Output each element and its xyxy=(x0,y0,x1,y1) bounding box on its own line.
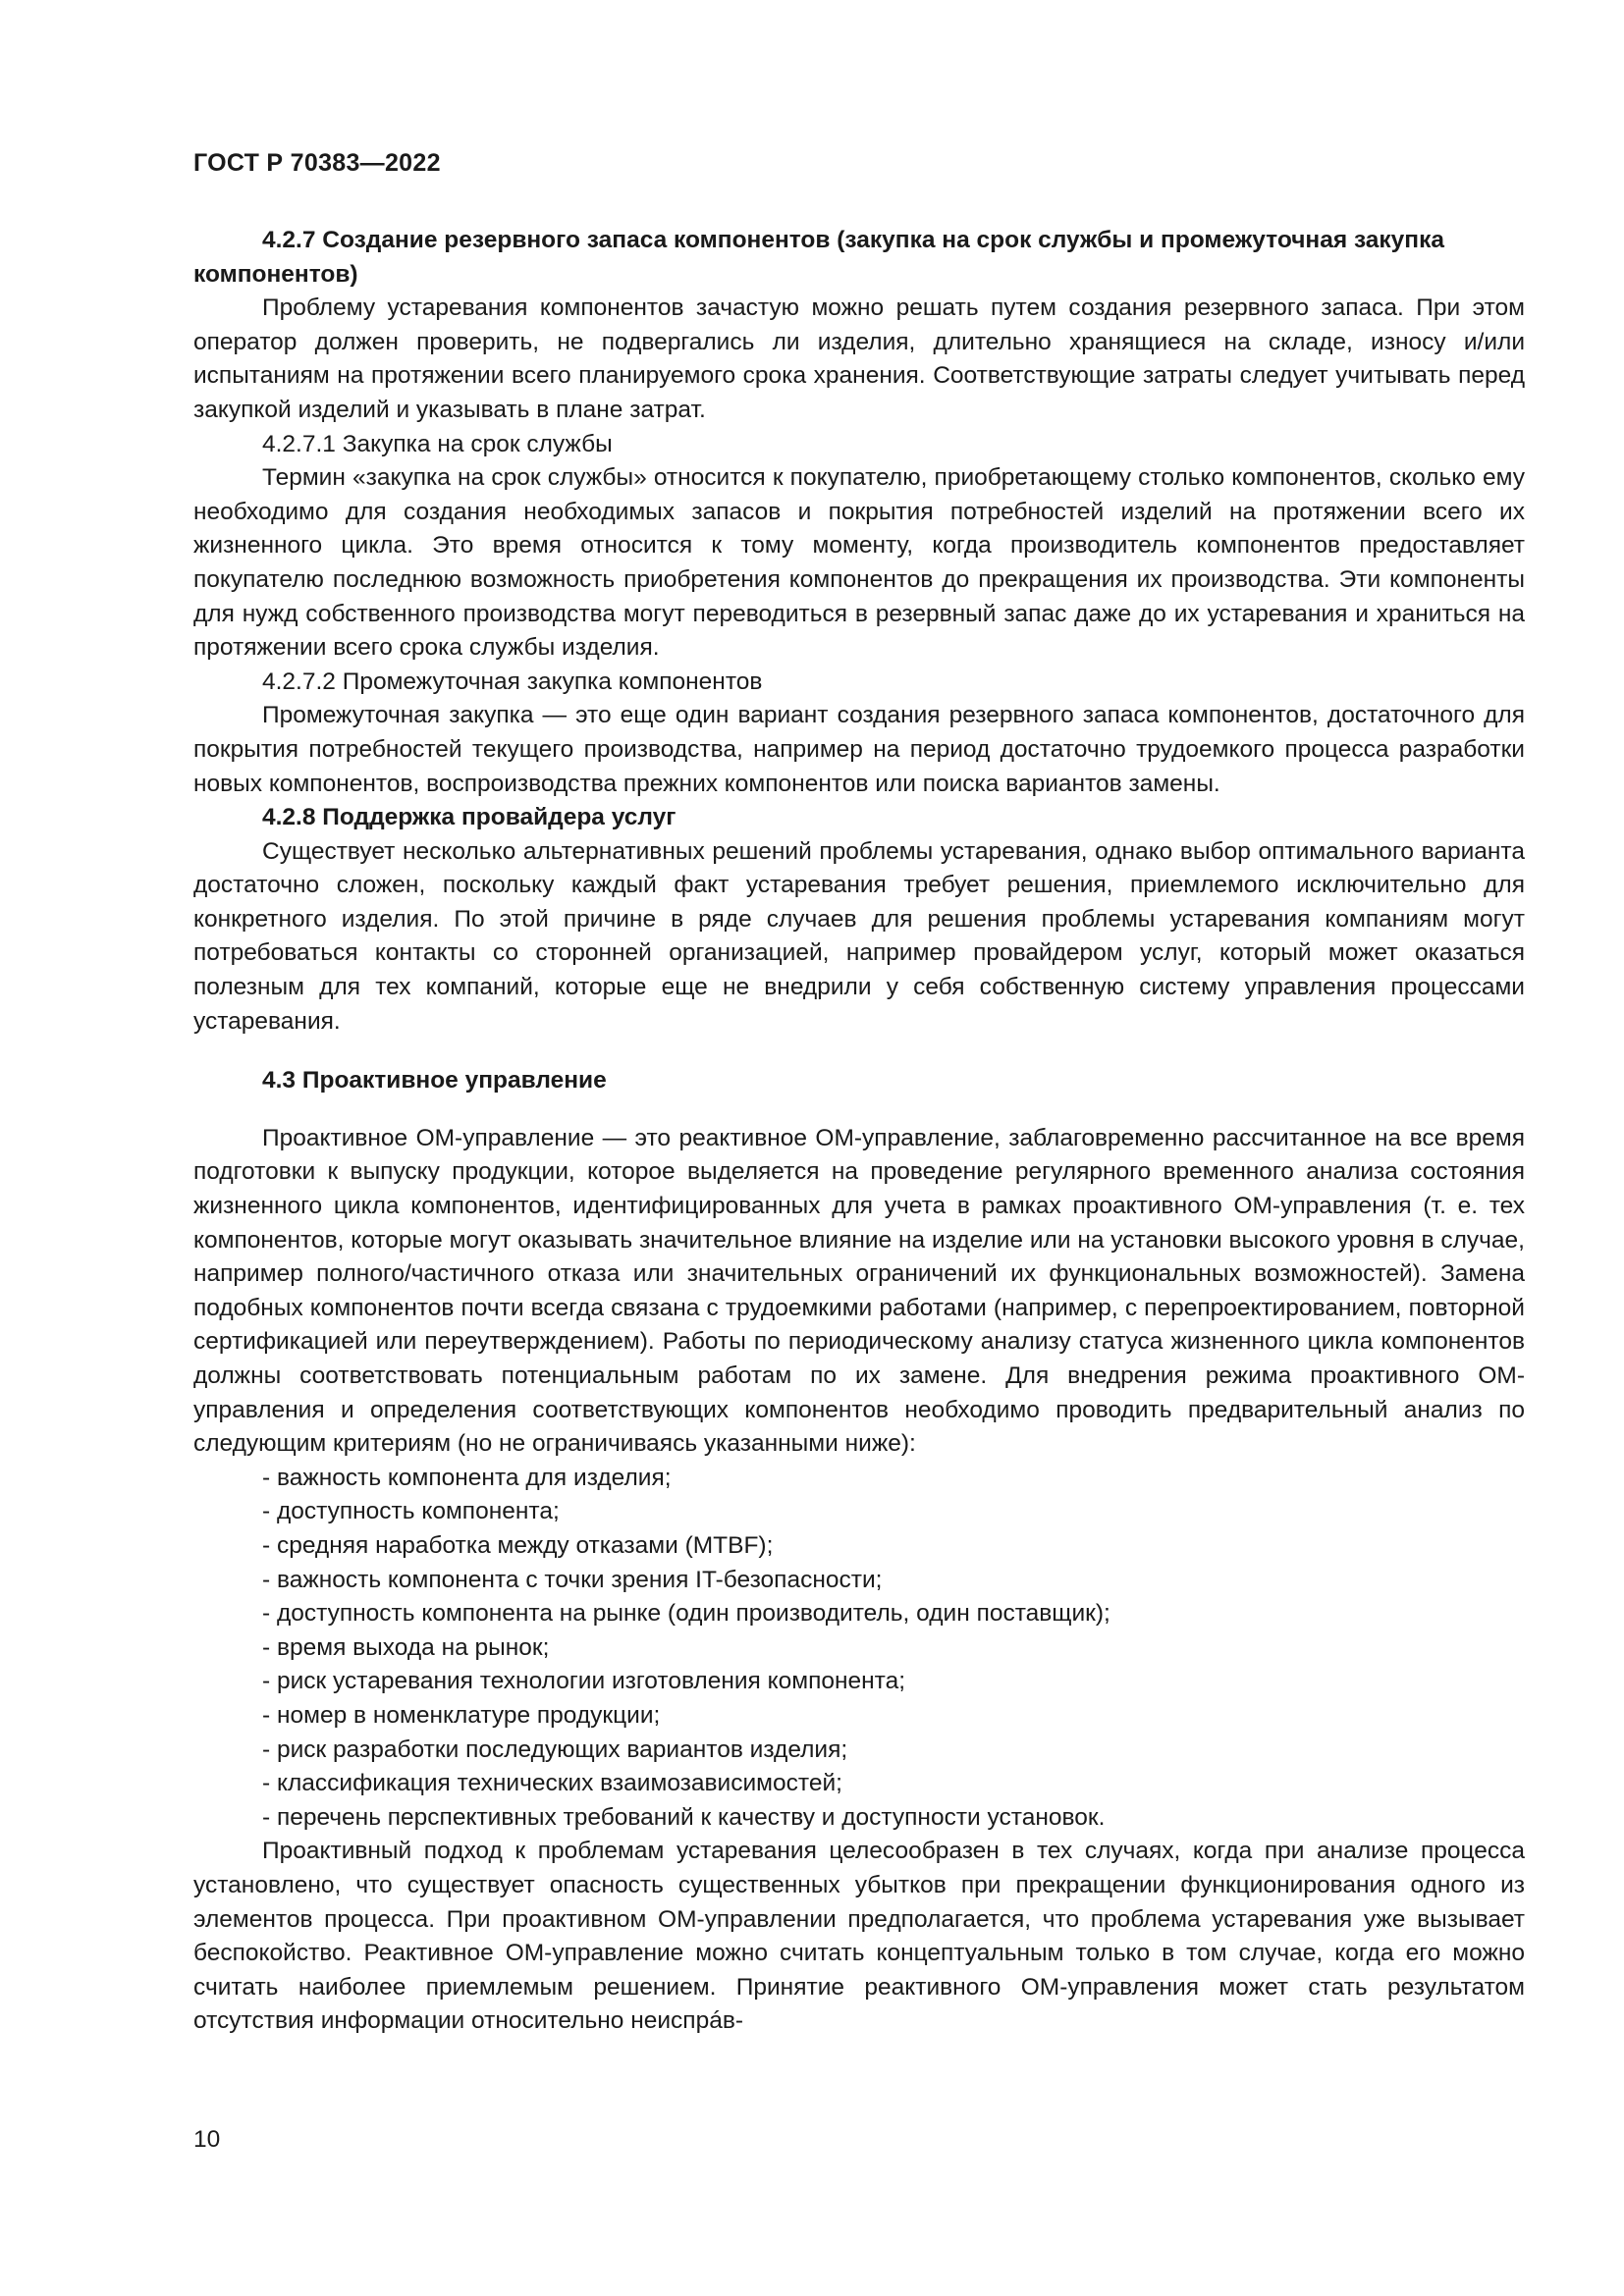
list-item: - доступность компонента на рынке (один производитель, один поставщик); xyxy=(262,1600,1110,1628)
heading-4-2-8: 4.2.8 Поддержка провайдера услуг xyxy=(262,804,677,831)
list-item: - риск устаревания технологии изготовления компонента; xyxy=(262,1668,906,1695)
subheading-4-2-7-1: 4.2.7.1 Закупка на срок службы xyxy=(262,430,613,457)
document-header-code: ГОСТ Р 70383—2022 xyxy=(193,149,441,177)
heading-4-2-7: 4.2.7 Создание резервного запаса компонентов (закупка на срок службы и промежуточная закупка компонентов) xyxy=(193,227,1444,288)
subheading-4-2-7-2: 4.2.7.2 Промежуточная закупка компонентов xyxy=(262,667,763,695)
list-item: - классификация технических взаимозависимостей; xyxy=(262,1770,842,1797)
paragraph-4-2-7-2: Промежуточная закупка — это еще один вариант создания резервного запаса компонентов, достаточного для покрытия потребностей текущего производства, например на период достаточно трудоемкого процесса разработки новых компонентов, воспроизводства прежних компонентов или поиска вариантов замены. xyxy=(193,702,1525,797)
list-item: - доступность компонента; xyxy=(262,1498,560,1525)
list-item: - средняя наработка между отказами (MTBF); xyxy=(262,1531,774,1559)
heading-4-3: 4.3 Проактивное управление xyxy=(262,1067,607,1095)
document-body xyxy=(193,224,1525,2039)
paragraph-4-3-conclusion: Проактивный подход к проблемам устаревания целесообразен в тех случаях, когда при анализе процесса установлено, что существует опасность существенных убытков при прекращении функционирования одного из элементов процесса. При проактивном ОМ-управлении предполагается, что проблема устаревания уже вызывает беспокойство. Реактивное ОМ-управление можно считать концептуальным только в том случае, когда его можно считать наиболее приемлемым решением. Принятие реактивного ОМ-управления может стать результатом отсутствия информации относительно неиспрáв- xyxy=(193,1838,1525,2035)
list-item: - важность компонента для изделия; xyxy=(262,1464,672,1491)
list-item: - перечень перспективных требований к качеству и доступности установок. xyxy=(262,1803,1106,1831)
list-item: - время выхода на рынок; xyxy=(262,1633,550,1661)
list-item: - риск разработки последующих вариантов изделия; xyxy=(262,1735,848,1763)
paragraph-4-2-8: Существует несколько альтернативных решений проблемы устаревания, однако выбор оптимального варианта достаточно сложен, поскольку каждый факт устаревания требует решения, приемлемого исключительно для конкретного изделия. По этой причине в ряде случаев для решения проблемы устаревания компаниям могут потребоваться контакты со сторонней организацией, например провайдером услуг, который может оказаться полезным для тех компаний, которые еще не внедрили у себя собственную систему управления процессами устаревания. xyxy=(193,837,1525,1035)
criteria-list xyxy=(193,1462,1525,1836)
list-item: - номер в номенклатуре продукции; xyxy=(262,1701,661,1729)
page-number: 10 xyxy=(193,2126,221,2153)
list-item: - важность компонента с точки зрения IT-безопасности; xyxy=(262,1566,883,1593)
paragraph-4-2-7-1: Термин «закупка на срок службы» относится к покупателю, приобретающему столько компонентов, сколько ему необходимо для создания необходимых запасов и покрытия потребностей изделий на протяжении всего их жизненного цикла. Это время относится к тому моменту, когда производитель компонентов предоставляет покупателю последнюю возможность приобретения компонентов до прекращения их производства. Эти компоненты для нужд собственного производства могут переводиться в резервный запас даже до их устаревания и храниться на протяжении всего срока службы изделия. xyxy=(193,464,1525,662)
paragraph-4-2-7: Проблему устаревания компонентов зачастую можно решать путем создания резервного запаса. При этом оператор должен проверить, не подвергались ли изделия, длительно хранящиеся на складе, износу и/или испытаниям на протяжении всего планируемого срока хранения. Соответствующие затраты следует учитывать перед закупкой изделий и указывать в плане затрат. xyxy=(193,294,1525,423)
paragraph-4-3-intro: Проактивное ОМ-управление — это реактивное ОМ-управление, заблаговременно рассчитанное на все время подготовки к выпуску продукции, которое выделяется на проведение регулярного временного анализа состояния жизненного цикла компонентов, идентифицированных для учета в рамках проактивного ОМ-управления (т. е. тех компонентов, которые могут оказывать значительное влияние на изделие или на установки высокого уровня в случае, например полного/частичного отказа или значительных ограничений их функциональных возможностей). Замена подобных компонентов почти всегда связана с трудоемкими работами (например, с перепроектированием, повторной сертификацией или переутверждением). Работы по периодическому анализу статуса жизненного цикла компонентов должны соответствовать потенциальным работам по их замене. Для внедрения режима проактивного ОМ-управления и определения соответствующих компонентов необходимо проводить предварительный анализ по следующим критериям (но не ограничиваясь указанными ниже): xyxy=(193,1124,1525,1458)
